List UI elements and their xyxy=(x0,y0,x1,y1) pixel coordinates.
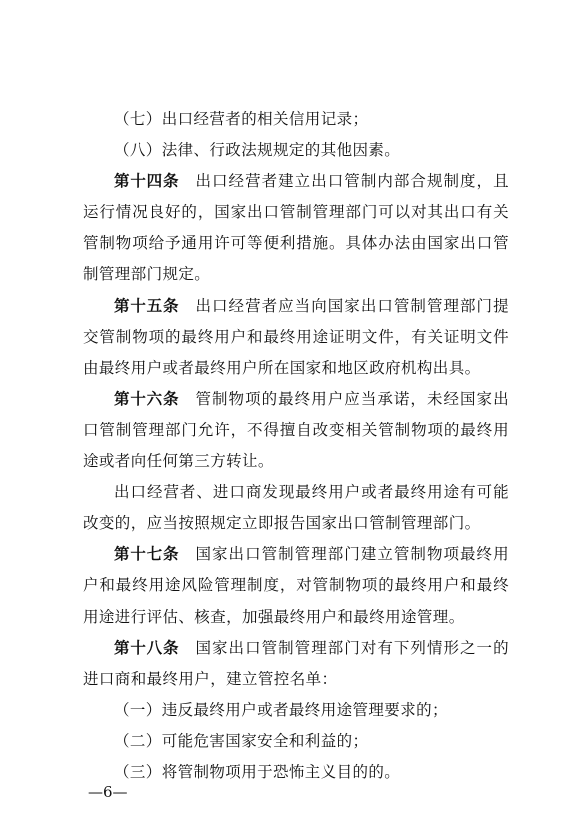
paragraph-text: （一）违反最终用户或者最终用途管理要求的； xyxy=(114,700,448,719)
paragraph-item-7 xyxy=(83,104,509,135)
article-18 xyxy=(83,633,509,695)
paragraph-text: （三）将管制物项用于恐怖主义目的的。 xyxy=(114,762,401,781)
paragraph-text: 出口经营者、进口商发现最终用户或者最终用途有可能改变的，应当按照规定立即报告国家出口管制管理部门。 xyxy=(83,483,509,533)
paragraph-text: 管制物项的最终用户应当承诺，未经国家出口管制管理部门允许，不得擅自改变相关管制物项的最终用途或者向任何第三方转让。 xyxy=(83,389,509,471)
paragraph-text: 国家出口管制管理部门建立管制物项最终用户和最终用途风险管理制度，对管制物项的最终用户和最终用途进行评估、核查，加强最终用户和最终用途管理。 xyxy=(83,545,509,626)
article-16 xyxy=(83,384,509,477)
paragraph-text: （二）可能危害国家安全和利益的； xyxy=(114,731,369,750)
list-item-3 xyxy=(83,757,509,788)
article-17 xyxy=(83,539,509,632)
paragraph-text: 出口经营者建立出口管制内部合规制度，且运行情况良好的，国家出口管制管理部门可以对其出口有关管制物项给予通用许可等便利措施。具体办法由国家出口管制管理部门规定。 xyxy=(83,172,509,284)
article-heading: 第十八条 xyxy=(114,638,180,657)
document-body xyxy=(83,104,509,788)
article-heading: 第十四条 xyxy=(114,172,180,191)
paragraph-text: 国家出口管制管理部门对有下列情形之一的进口商和最终用户，建立管控名单： xyxy=(83,638,509,688)
paragraph-text: （七）出口经营者的相关信用记录； xyxy=(114,110,369,128)
paragraph-text: （八）法律、行政法规规定的其他因素。 xyxy=(114,141,401,160)
article-16-continuation xyxy=(83,477,509,539)
paragraph-item-8 xyxy=(83,135,509,166)
paragraph-text: 出口经营者应当向国家出口管制管理部门提交管制物项的最终用户和最终用途证明文件，有关证明文件由最终用户或者最终用户所在国家和地区政府机构出具。 xyxy=(83,296,509,377)
article-heading: 第十六条 xyxy=(114,389,180,408)
page-number: —6— xyxy=(88,783,128,801)
article-heading: 第十七条 xyxy=(114,545,180,564)
list-item-1 xyxy=(83,695,509,726)
list-item-2 xyxy=(83,726,509,757)
article-heading: 第十五条 xyxy=(114,296,180,315)
article-14 xyxy=(83,166,509,290)
article-15 xyxy=(83,291,509,384)
